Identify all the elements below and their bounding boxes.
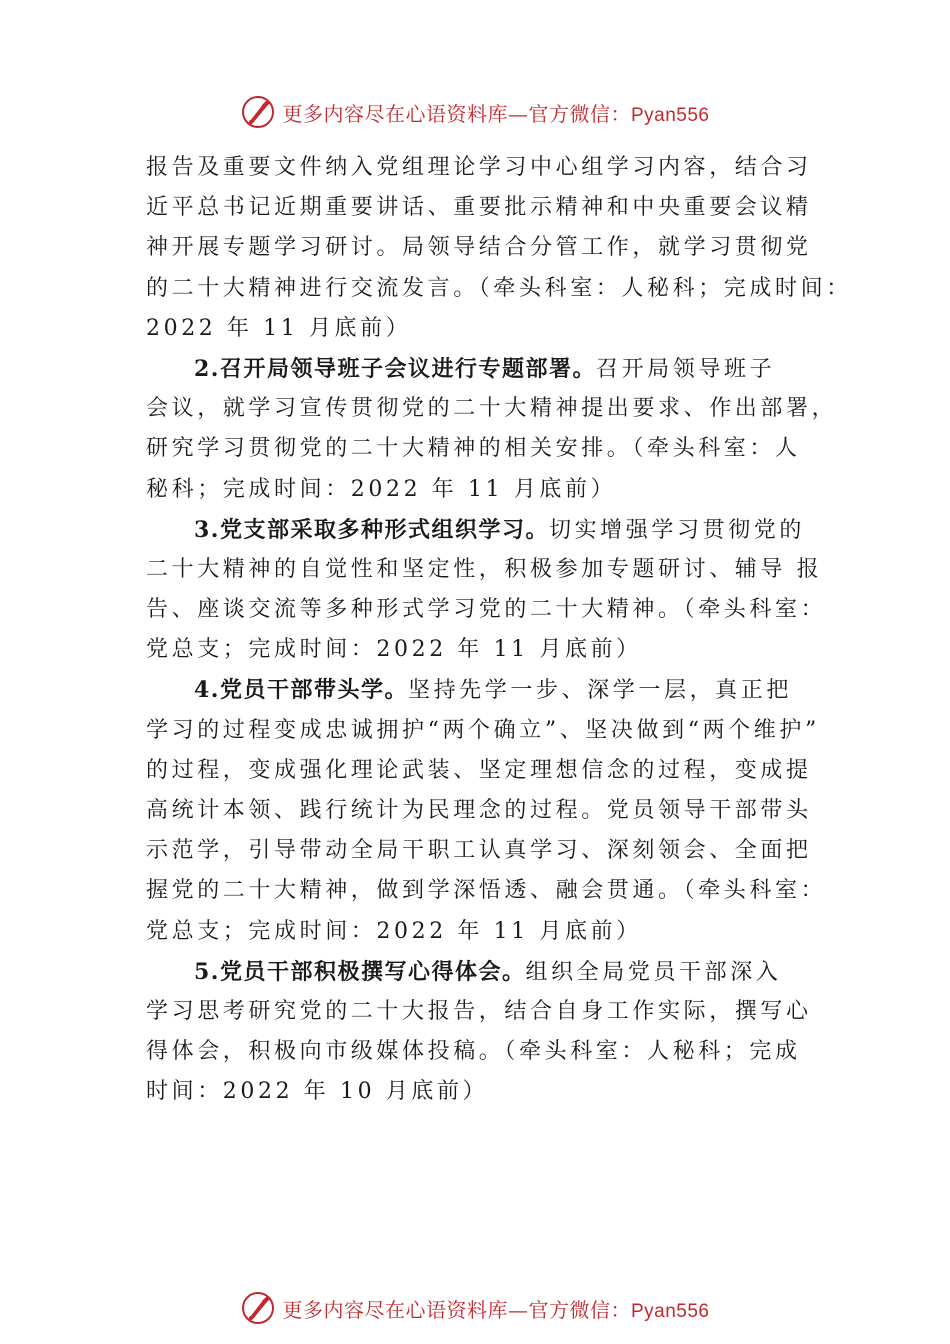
line-text: 二十大精神的自觉性和坚定性，积极参加专题研讨、辅导 报 [146, 556, 823, 582]
line-text: 的过程，变成强化理论武装、坚定理想信念的过程，变成提 [146, 757, 812, 783]
line-text: 研究学习贯彻党的二十大精神的相关安排。（牵头科室：人 [146, 436, 801, 462]
text-line [146, 711, 836, 751]
footer-banner [0, 1288, 950, 1328]
line-text: 近平总书记近期重要讲话、重要批示精神和中央重要会议精 [146, 195, 812, 221]
text-line [146, 831, 836, 871]
item-heading: 5.党员干部积极撰写心得体会。 [194, 958, 526, 985]
item-heading: 4.党员干部带头学。 [194, 677, 408, 704]
line-text: 坚持先学一步、深学一层，真正把 [407, 678, 792, 704]
line-text: 会议，就学习宣传贯彻党的二十大精神提出要求、作出部署， [146, 396, 838, 422]
text-line [146, 269, 852, 309]
text-line [146, 670, 836, 710]
line-text: 学习的过程变成忠诚拥护“两个确立”、坚决做到“两个维护” [146, 717, 820, 743]
text-line [146, 992, 836, 1032]
line-text: 得体会，积极向市级媒体投稿。（牵头科室：人秘科；完成 [146, 1039, 801, 1065]
text-line [146, 590, 836, 630]
text-line [146, 952, 836, 992]
item-heading: 3.党支部采取多种形式组织学习。 [194, 516, 549, 543]
header-banner [0, 92, 950, 132]
line-text: 高统计本领、践行统计为民理念的过程。党员领导干部带头 [146, 798, 812, 823]
line-text: 的二十大精神进行交流发言。（牵头科室：人秘科；完成时间： [146, 275, 852, 301]
text-line [146, 510, 836, 550]
line-text: 学习思考研究党的二十大报告，结合自身工作实际，撰写心 [146, 998, 812, 1024]
text-line [146, 309, 836, 349]
line-text: 示范学，引导带动全局干职工认真学习、深刻领会、全面把 [146, 838, 812, 864]
text-line [146, 349, 836, 389]
footer-text: 更多内容尽在心语资料库—官方微信：Pyan556 [282, 1297, 710, 1322]
line-text: 组织全局党员干部深入 [525, 959, 782, 985]
text-line [146, 188, 836, 228]
line-text: 党总支；完成时间：2022 年 11 月底前） [146, 918, 642, 944]
text-line [146, 1032, 836, 1072]
text-line [146, 791, 836, 831]
quill-pen-logo-icon [240, 94, 276, 130]
line-text: 时间：2022 年 10 月底前） [146, 1079, 489, 1105]
text-line [146, 429, 836, 469]
text-line [146, 871, 836, 911]
quill-pen-logo-icon [240, 1290, 276, 1326]
document-body [146, 148, 852, 1113]
line-text: 2022 年 11 月底前） [146, 315, 412, 341]
line-text: 秘科；完成时间：2022 年 11 月底前） [146, 476, 617, 502]
text-line [146, 912, 836, 952]
text-line [146, 148, 836, 188]
text-line [146, 228, 836, 268]
header-text: 更多内容尽在心语资料库—官方微信：Pyan556 [282, 101, 710, 126]
line-text: 切实增强学习贯彻党的 [548, 517, 805, 543]
text-line [146, 630, 836, 670]
line-text: 报告及重要文件纳入党组理论学习中心组学习内容，结合习 [146, 155, 812, 180]
line-text: 神开展专题学习研讨。局领导结合分管工作，就学习贯彻党 [146, 235, 812, 261]
text-line [146, 1072, 836, 1112]
line-text: 召开局领导班子 [595, 356, 776, 382]
text-line [146, 470, 836, 510]
line-text: 握党的二十大精神，做到学深悟透、融会贯通。（牵头科室： [146, 878, 827, 904]
text-line [146, 751, 836, 791]
text-line [146, 389, 836, 429]
line-text: 告、座谈交流等多种形式学习党的二十大精神。（牵头科室： [146, 597, 827, 623]
item-heading: 2.召开局领导班子会议进行专题部署。 [194, 355, 596, 382]
line-text: 党总支；完成时间：2022 年 11 月底前） [146, 637, 642, 663]
text-line [146, 550, 836, 590]
